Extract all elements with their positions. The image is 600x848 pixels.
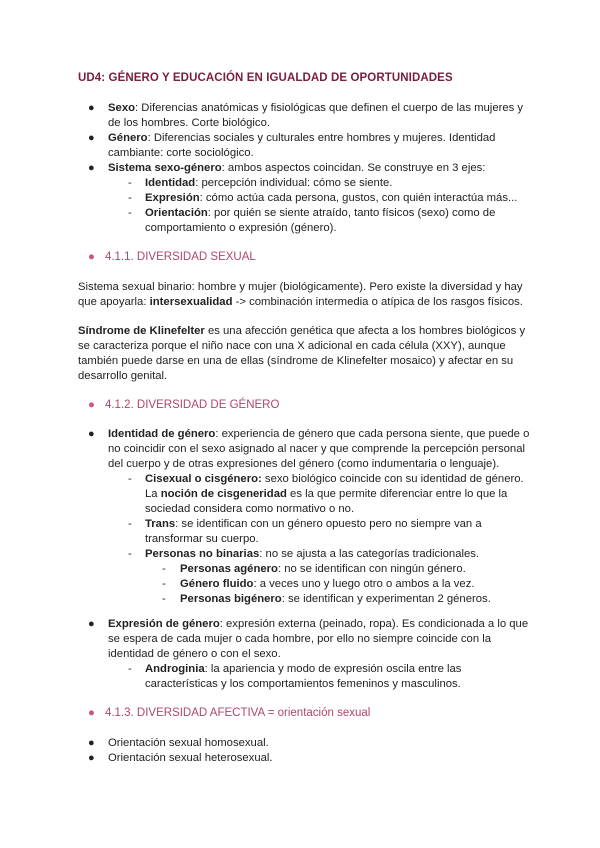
list-item: [0, 736, 600, 751]
dash-marker: -: [162, 578, 166, 590]
list-item-identidad-genero: [0, 427, 600, 472]
list-item-text: Orientación sexual homosexual.: [108, 737, 269, 749]
paragraph-text: -> combinación intermedia o atípica de los rasgos físicos.: [232, 296, 523, 308]
bullet-icon: ●: [88, 618, 95, 630]
term-genero-fluido: Género fluido: [180, 578, 254, 590]
section-heading-diversidad-afectiva: [88, 706, 370, 721]
bullet-icon: ●: [88, 707, 95, 719]
definition-genero: : Diferencias sociales y culturales entre hombres y mujeres. Identidad cambiante: corte sociológico.: [108, 132, 496, 159]
section-heading-text: 4.1.1. DIVERSIDAD SEXUAL: [104, 251, 256, 263]
definition-expresion-genero: : expresión externa (peinado, ropa). Es condicionada a lo que se espera de cada mujer o cada hombre, por ello no siempre coincide con la identidad de género o con el sexo.: [108, 618, 529, 660]
term-sexo: Sexo: [108, 102, 136, 114]
term-sistema: Sistema sexo-género: [108, 162, 222, 174]
expresion-genero-list: [0, 617, 600, 692]
bullet-icon: ●: [88, 162, 95, 174]
sublist-item-no-binarias: [0, 547, 600, 562]
definition-identidad: : percepción individual: cómo se siente.: [195, 177, 393, 189]
definition-sexo: : Diferencias anatómicas y fisiológicas que definen el cuerpo de las mujeres y de los hombres. Corte biológico.: [108, 102, 524, 129]
dash-marker: -: [128, 548, 132, 560]
dash-marker: -: [162, 593, 166, 605]
section-heading-diversidad-genero: [88, 398, 279, 413]
term-cisexual: Cisexual o cisgénero:: [145, 473, 262, 485]
term-orientacion: Orientación: [145, 207, 208, 219]
term-identidad-genero: Identidad de género: [108, 428, 216, 440]
list-item-genero: [0, 131, 600, 161]
sublist-item-orientacion: [0, 206, 600, 236]
definition-genero-fluido: : a veces uno y luego otro o ambos a la vez.: [253, 578, 475, 590]
definition-bigenero: : se identifican y experimentan 2 géneros.: [281, 593, 491, 605]
definition-orientacion: : por quién se siente atraído, tanto físicos (sexo) como de comportamiento o expresión (género).: [145, 207, 496, 234]
identidad-genero-list: [0, 427, 600, 607]
definition-agenero: : no se identifican con ningún género.: [277, 563, 466, 575]
subsublist-item-fluido: [0, 577, 600, 592]
term-intersexualidad: intersexualidad: [149, 296, 233, 308]
definition-androginia: : la apariencia y modo de expresión oscila entre las características y los comportamientos femeninos y masculinos.: [145, 663, 462, 690]
list-item: [0, 751, 600, 766]
sublist-item-androginia: [0, 662, 600, 692]
dash-marker: -: [128, 207, 132, 219]
paragraph-sistema-binario: [78, 280, 538, 310]
list-item-expresion-genero: [0, 617, 600, 662]
paragraph-text: es la que permite diferenciar entre lo que la sociedad considera como normativo o no.: [145, 488, 508, 515]
definition-no-binarias: : no se ajusta a las categorías tradicionales.: [259, 548, 480, 560]
dash-marker: -: [162, 563, 166, 575]
subsublist-item-agenero: [0, 562, 600, 577]
definition-sistema: : ambos aspectos coincidan. Se construye en 3 ejes:: [221, 162, 486, 174]
bullet-icon: ●: [88, 428, 95, 440]
term-no-binarias: Personas no binarias: [145, 548, 260, 560]
list-item-sexo: [0, 101, 600, 131]
dash-marker: -: [128, 663, 132, 675]
term-expresion: Expresión: [145, 192, 200, 204]
term-identidad: Identidad: [145, 177, 196, 189]
bullet-icon: ●: [88, 399, 95, 411]
definition-cisexual: sexo biológico coincide con su identidad de género.: [261, 473, 524, 485]
definition-identidad-genero: : experiencia de género que cada persona siente, que puede o no coincidir con el sexo asignado al nacer y que comprende la percepción personal del cuerpo y de otras expresiones del género (como indumentaria o lenguaje).: [108, 428, 530, 470]
list-item-sistema: [0, 161, 600, 176]
term-expresion-genero: Expresión de género: [108, 618, 220, 630]
dash-marker: -: [128, 192, 132, 204]
term-cisgeneridad: noción de cisgeneridad: [160, 488, 287, 500]
paragraph-klinefelter: [78, 324, 538, 384]
section-heading-diversidad-sexual: [88, 250, 256, 265]
term-trans: Trans: [145, 518, 176, 530]
bullet-icon: ●: [88, 737, 95, 749]
term-bigenero: Personas bigénero: [180, 593, 282, 605]
paragraph-text: Sistema sexual binario: hombre y mujer (biológicamente). Pero existe la diversidad y hay que apoyarla:: [78, 281, 523, 308]
bullet-icon: ●: [88, 102, 95, 114]
sublist-item-cisexual: [0, 472, 600, 517]
dash-marker: -: [128, 473, 132, 485]
term-genero: Género: [108, 132, 148, 144]
bullet-icon: ●: [88, 132, 95, 144]
paragraph-text: La: [145, 488, 161, 500]
definition-trans: : se identifican con un género opuesto pero no siempre van a transformar su cuerpo.: [145, 518, 482, 545]
sublist-item-identidad: [0, 176, 600, 191]
orientacion-list: [0, 736, 600, 766]
paragraph-text: es una afección genética que afecta a los hombres biológicos y se caracteriza porque el niño nace con una X adicional en cada célula (XXY), aunque también puede darse en una de ellas (síndrome de Klinefelter mosaico) y afectar en su desarrollo genital.: [78, 325, 526, 382]
term-klinefelter: Síndrome de Klinefelter: [78, 325, 205, 337]
dash-marker: -: [128, 518, 132, 530]
term-agenero: Personas agénero: [180, 563, 278, 575]
bullet-icon: ●: [88, 251, 95, 263]
sublist-item-expresion: [0, 191, 600, 206]
bullet-icon: ●: [88, 752, 95, 764]
section-heading-text: 4.1.2. DIVERSIDAD DE GÉNERO: [104, 399, 280, 411]
sublist-item-trans: [0, 517, 600, 547]
intro-list: [0, 101, 600, 236]
subsublist-item-bigenero: [0, 592, 600, 607]
section-heading-text: 4.1.3. DIVERSIDAD AFECTIVA = orientación sexual: [104, 707, 371, 719]
term-androginia: Androginia: [145, 663, 205, 675]
page-title: UD4: GÉNERO Y EDUCACIÓN EN IGUALDAD DE OPORTUNIDADES: [78, 72, 453, 84]
dash-marker: -: [128, 177, 132, 189]
definition-expresion: : cómo actúa cada persona, gustos, con quién interactúa más...: [199, 192, 518, 204]
list-item-text: Orientación sexual heterosexual.: [108, 752, 273, 764]
